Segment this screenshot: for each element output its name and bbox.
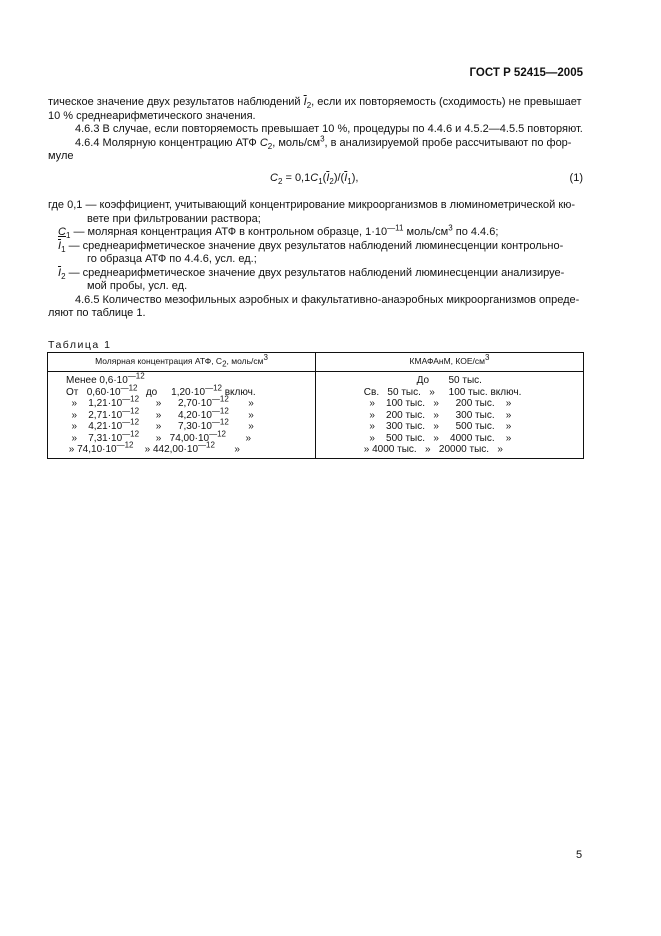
- definition-line: вете при фильтровании раствора;: [87, 212, 261, 225]
- definitions-block: [48, 199, 583, 321]
- atp-row: » $4,21\cdot 10^{—12}$ » $7,30\cdot 10^{—12}$ »: [66, 417, 254, 432]
- kmafanm-row: » 300 тыс. » 500 тыс. »: [336, 421, 512, 432]
- definition-c1: $C_1$ — молярная концентрация АТФ в контрольном образце, $1\cdot 10^{—11}$ моль/$см^3$ по 4.4.6;: [58, 223, 499, 241]
- page-number: 5: [576, 849, 583, 861]
- atp-values-cell: [48, 372, 316, 459]
- formula-number: (1): [569, 172, 583, 184]
- table-row: [48, 372, 584, 459]
- paragraph-4-6-5: 4.6.5 Количество мезофильных аэробных и факультативно-анаэробных микроорганизмов опреде-: [75, 293, 580, 306]
- definition-i1: $\overline{I}_1$ — среднеарифметическое значение двух результатов наблюдений люминесценции контрольно-: [58, 239, 564, 254]
- standard-header: ГОСТ Р 52415—2005: [469, 67, 583, 79]
- kmafanm-values-cell: [316, 372, 584, 459]
- body-text: [48, 96, 583, 187]
- atp-row: Менее $0,6\cdot 10^{—12}$: [66, 371, 145, 386]
- text-line: тическое значение двух результатов наблюдений $\overline{I}_2$, если их повторяемость (сходимость) не превышает: [48, 96, 582, 111]
- formula-expression: $C_2 = 0,1C_1(\overline{I}_2)/(\overline{I}_1)$,: [270, 172, 359, 187]
- definition-line: где 0,1 — коэффициент, учитывающий концентрирование микроорганизмов в люминометрической кю-: [48, 199, 576, 211]
- atp-row: » $1,21\cdot 10^{—12}$ » $2,70\cdot 10^{—12}$ »: [66, 394, 254, 409]
- kmafanm-row: » 500 тыс. » 4000 тыс. »: [336, 432, 512, 444]
- text-line: 10 % среднеарифметического значения.: [48, 109, 256, 122]
- atp-row: От $0,60\cdot 10^{—12}$ до $1,20\cdot 10^{—12}$ включ.: [66, 383, 256, 398]
- atp-row: » $2,71\cdot 10^{—12}$ » $4,20\cdot 10^{—12}$ »: [66, 406, 254, 421]
- column-header-kmafanm: КМАФАнМ, КОЕ/$см^3$: [316, 353, 584, 372]
- text-line: муле: [48, 150, 74, 162]
- paragraph-4-6-4: 4.6.4 Молярную концентрацию АТФ $C_2$, моль/$см^3$, в анализируемой пробе рассчитывают по фор-: [75, 133, 572, 151]
- kmafanm-row: Св. 50 тыс. » 100 тыс. включ.: [336, 386, 522, 398]
- column-header-atp: Молярная концентрация АТФ, $C_2$, моль/$см^3$: [48, 353, 316, 372]
- text-line: ляют по таблице 1.: [48, 307, 146, 319]
- kmafanm-row: » 4000 тыс. » 20000 тыс. »: [336, 444, 503, 455]
- atp-row: » $74,10\cdot 10^{—12}$ » $442,00\cdot 10^{—12}$ »: [66, 440, 240, 455]
- table-caption: Таблица 1: [48, 339, 112, 351]
- definition-line: го образца АТФ по 4.4.6, усл. ед.;: [87, 253, 257, 265]
- atp-row: » $7,31\cdot 10^{—12}$ » $74,00\cdot 10^{—12}$ »: [66, 429, 252, 444]
- paragraph-4-6-3: 4.6.3 В случае, если повторяемость превышает 10 %, процедуры по 4.4.6 и 4.5.2—4.5.5 повторяют.: [75, 123, 583, 135]
- definition-line: мой пробы, усл. ед.: [87, 280, 188, 292]
- kmafanm-row: До 50 тыс.: [336, 375, 482, 386]
- table-header-row: [48, 353, 584, 372]
- definition-i2: $\overline{I}_2$ — среднеарифметическое значение двух результатов наблюдений люминесценции анализируе-: [58, 266, 565, 281]
- formula-1: [48, 172, 583, 186]
- kmafanm-row: » 200 тыс. » 300 тыс. »: [336, 409, 512, 421]
- kmafanm-row: » 100 тыс. » 200 тыс. »: [336, 398, 512, 409]
- atp-table: [47, 352, 584, 459]
